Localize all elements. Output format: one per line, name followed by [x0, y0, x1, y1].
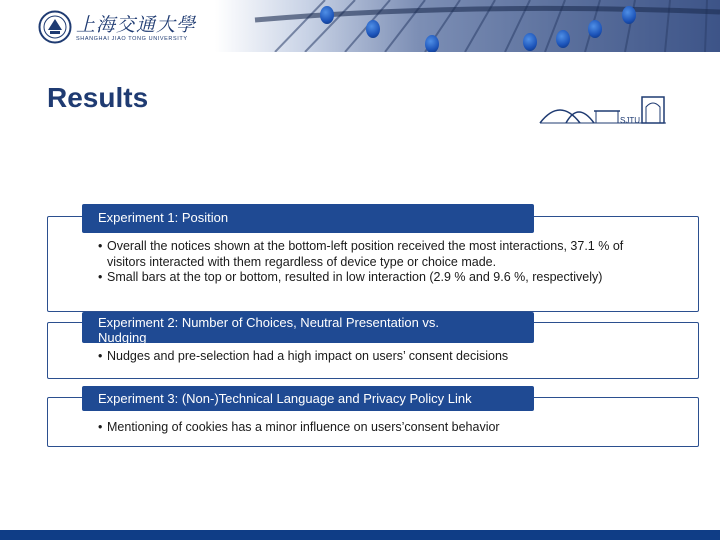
section-heading-2: Experiment 2: Number of Choices, Neutral Presentation vs. Nudging — [82, 312, 534, 343]
section-heading-3: Experiment 3: (Non-)Technical Language and Privacy Policy Link — [82, 386, 534, 411]
page-title: Results — [47, 82, 149, 113]
sjtu-mark-text: SJTU — [620, 116, 640, 125]
lantern-icon — [556, 30, 570, 48]
lantern-icon — [320, 6, 334, 24]
sjtu-gate-icon — [538, 95, 668, 125]
bullet-text: Small bars at the top or bottom, resulted in low interaction (2.9 % and 9.6 %, respectively) — [107, 270, 603, 284]
bullet-text: Overall the notices shown at the bottom-left position received the most interactions, 37.1 % of visitors interacted with them regardless of device type or choice made. — [107, 239, 624, 269]
university-subtitle: SHANGHAI JIAO TONG UNIVERSITY — [76, 36, 188, 42]
lantern-icon — [622, 6, 636, 24]
bullet-text: Nudges and pre-selection had a high impact on users’ consent decisions — [107, 349, 509, 363]
bullet-text: Mentioning of cookies has a minor influence on users’consent behavior — [107, 420, 500, 434]
list-item: • Small bars at the top or bottom, resulted in low interaction (2.9 % and 9.6 %, respectively) — [98, 270, 603, 284]
bottom-brand-bar — [0, 530, 720, 540]
university-seal-icon — [38, 10, 72, 44]
lantern-icon — [523, 33, 537, 51]
top-banner — [0, 0, 720, 52]
roof-eaves-image — [215, 0, 720, 52]
lantern-icon — [366, 20, 380, 38]
section-bullets-2 — [98, 349, 658, 365]
lantern-icon — [425, 35, 439, 52]
university-logo-area — [0, 0, 215, 52]
list-item: • Mentioning of cookies has a minor influence on users’consent behavior — [98, 420, 500, 434]
list-item: • Nudges and pre-selection had a high impact on users’ consent decisions — [98, 349, 509, 363]
section-bullets-3 — [98, 420, 658, 436]
section-bullets-1 — [98, 239, 658, 286]
lantern-icon — [588, 20, 602, 38]
list-item: • Overall the notices shown at the bottom-left position received the most interactions, 37.1 % of visitors interacted with them regardless of device type or choice made. — [98, 239, 658, 270]
roof-beams-graphic — [215, 0, 720, 52]
section-heading-1: Experiment 1: Position — [82, 204, 534, 233]
university-logo-text: 上海交通大學 — [76, 14, 197, 36]
